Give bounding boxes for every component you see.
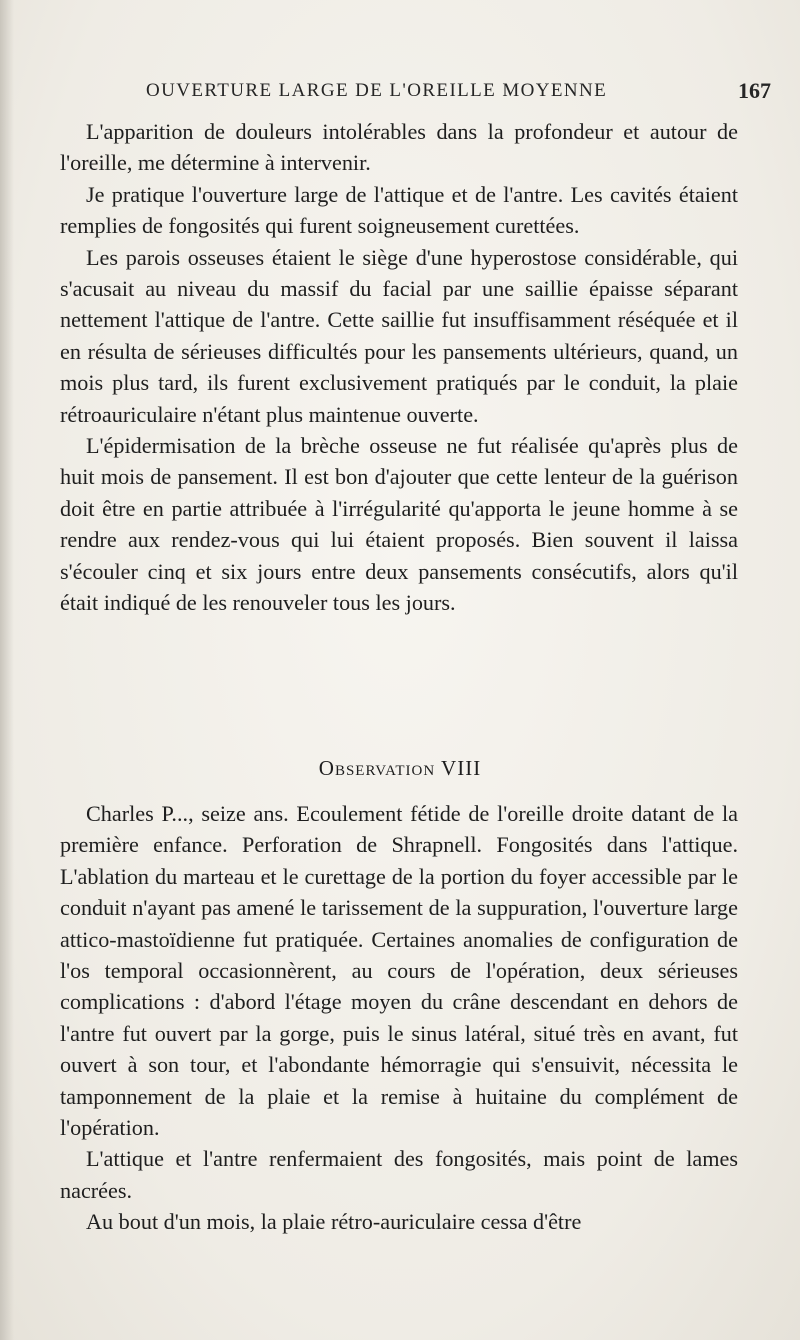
paragraph: L'attique et l'antre renfermaient des fongosités, mais point de lames nacrées. <box>60 1146 738 1203</box>
page-number: 167 <box>738 78 771 103</box>
paragraph: L'apparition de douleurs intolérables dans la profondeur et autour de l'oreille, me détermine à intervenir. <box>60 119 738 176</box>
section-heading-text: Observation VIII <box>318 756 482 780</box>
body-text-bottom <box>60 798 738 1238</box>
paragraph: Au bout d'un mois, la plaie rétro-auriculaire cessa d'être <box>86 1209 582 1235</box>
paragraph: L'épidermisation de la brèche osseuse ne fut réalisée qu'après plus de huit mois de pansement. Il est bon d'ajouter que cette lenteur de la guérison doit être en partie attribuée à l'irrégularité qu'apporta le jeune homme à se rendre aux rendez-vous qui lui étaient proposés. Bien souvent il laissa s'écouler cinq et six jours entre deux pansements consécutifs, alors qu'il était indiqué de les renouveler tous les jours. <box>60 433 738 616</box>
running-title: OUVERTURE LARGE DE L'OREILLE MOYENNE <box>146 80 608 101</box>
paragraph: Je pratique l'ouverture large de l'attique et de l'antre. Les cavités étaient remplies de fongosités qui furent soigneusement curettées. <box>60 181 738 239</box>
body-text-top <box>60 116 738 619</box>
section-heading <box>0 756 800 781</box>
paragraph: Les parois osseuses étaient le siège d'une hyperostose considérable, qui s'acusait au niveau du massif du facial par une saillie épaisse séparant nettement l'attique de l'antre. Cette saillie fut insuffisamment réséquée et il en résulta de sérieuses difficultés pour les pansements ultérieurs, quand, un mois plus tard, ils furent exclusivement pratiqués par le conduit, la plaie rétroauriculaire n'étant plus maintenue ouverte. <box>60 244 738 427</box>
page-gutter-shadow <box>0 0 14 1340</box>
paragraph: Charles P..., seize ans. Ecoulement fétide de l'oreille droite datant de la première enfance. Perforation de Shrapnell. Fongosités dans l'attique. L'ablation du marteau et le curettage de la portion du foyer accessible par le conduit n'ayant pas amené le tarissement de la suppuration, l'ouverture large attico-mastoïdienne fut pratiquée. Certaines anomalies de configuration de l'os temporal occasionnèrent, au cours de l'opération, deux sérieuses complications : d'abord l'étage moyen du crâne descendant en dehors de l'antre fut ouvert par la gorge, puis le sinus latéral, situé très en avant, fut ouvert à son tour, et l'abondante hémorragie qui s'ensuivit, nécessita le tamponnement de la plaie et la remise à huitaine du complément de l'opération. <box>60 801 738 1141</box>
